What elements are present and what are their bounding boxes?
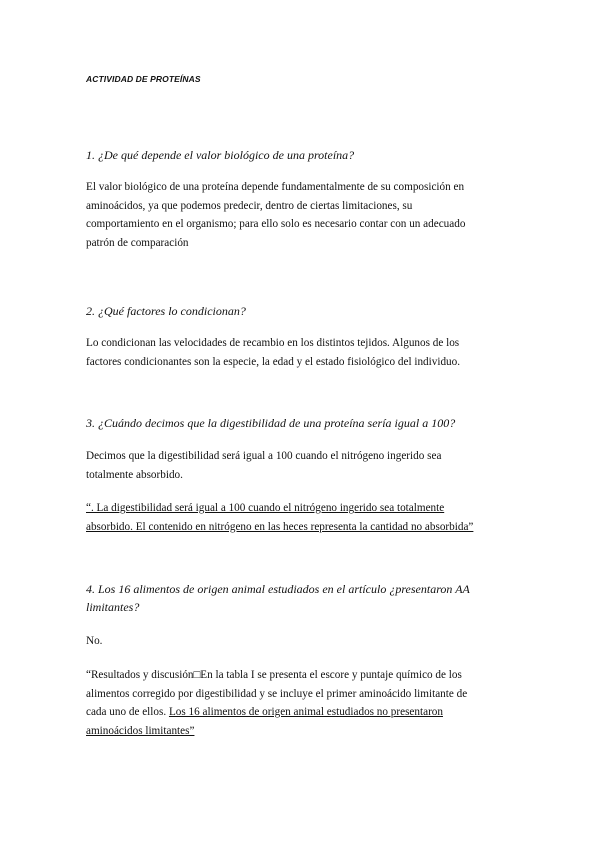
quote-line: absorbido. El contenido en nitrógeno en las heces representa la cantidad no absorbida”	[86, 520, 474, 533]
answer-1-line: patrón de comparación	[86, 236, 189, 249]
answer-1	[86, 178, 511, 252]
answer-1-line: El valor biológico de una proteína depende fundamentalmente de su composición en	[86, 181, 465, 193]
answer-3-line: Decimos que la digestibilidad será igual a 100 cuando el nitrógeno ingerido sea	[86, 450, 442, 462]
quote-plain: cada uno de ellos.	[86, 706, 169, 718]
answer-3	[86, 447, 511, 484]
quote-line	[86, 703, 511, 722]
answer-2	[86, 334, 511, 371]
answer-2-line: Lo condicionan las velocidades de recambio en los distintos tejidos. Algunos de los	[86, 337, 460, 349]
quote-line: alimentos corregido por digestibilidad y se incluye el primer aminoácido limitante de	[86, 687, 468, 700]
answer-1-line: aminoácidos, ya que podemos predecir, dentro de ciertas limitaciones, su	[86, 199, 413, 212]
question-4-line: 4. Los 16 alimentos de origen animal estudiados en el artículo ¿presentaron AA	[86, 582, 470, 596]
answer-3-quote	[86, 499, 511, 536]
answer-2-line: factores condicionantes son la especie, la edad y el estado fisiológico del individuo.	[86, 355, 461, 368]
answer-3-line: totalmente absorbido.	[86, 468, 183, 481]
question-4-line: limitantes?	[86, 600, 140, 614]
question-2: 2. ¿Qué factores lo condicionan?	[86, 304, 246, 318]
question-1: 1. ¿De qué depende el valor biológico de una proteína?	[86, 148, 355, 162]
question-3: 3. ¿Cuándo decimos que la digestibilidad de una proteína sería igual a 100?	[86, 416, 456, 430]
question-4	[86, 580, 516, 616]
quote-line: “Resultados y discusión□En la tabla I se presenta el escore y puntaje químico de los	[86, 669, 462, 681]
quote-line-underlined: aminoácidos limitantes”	[86, 724, 195, 737]
answer-4: No.	[86, 635, 103, 647]
document-title: ACTIVIDAD DE PROTEÍNAS	[86, 74, 201, 84]
quote-underlined: Los 16 alimentos de origen animal estudiados no presentaron	[168, 706, 443, 718]
quote-line: “. La digestibilidad será igual a 100 cuando el nitrógeno ingerido sea totalmente	[86, 502, 445, 514]
answer-1-line: comportamiento en el organismo; para ello solo es necesario contar con un adecuado	[86, 218, 466, 230]
answer-4-quote	[86, 666, 511, 740]
